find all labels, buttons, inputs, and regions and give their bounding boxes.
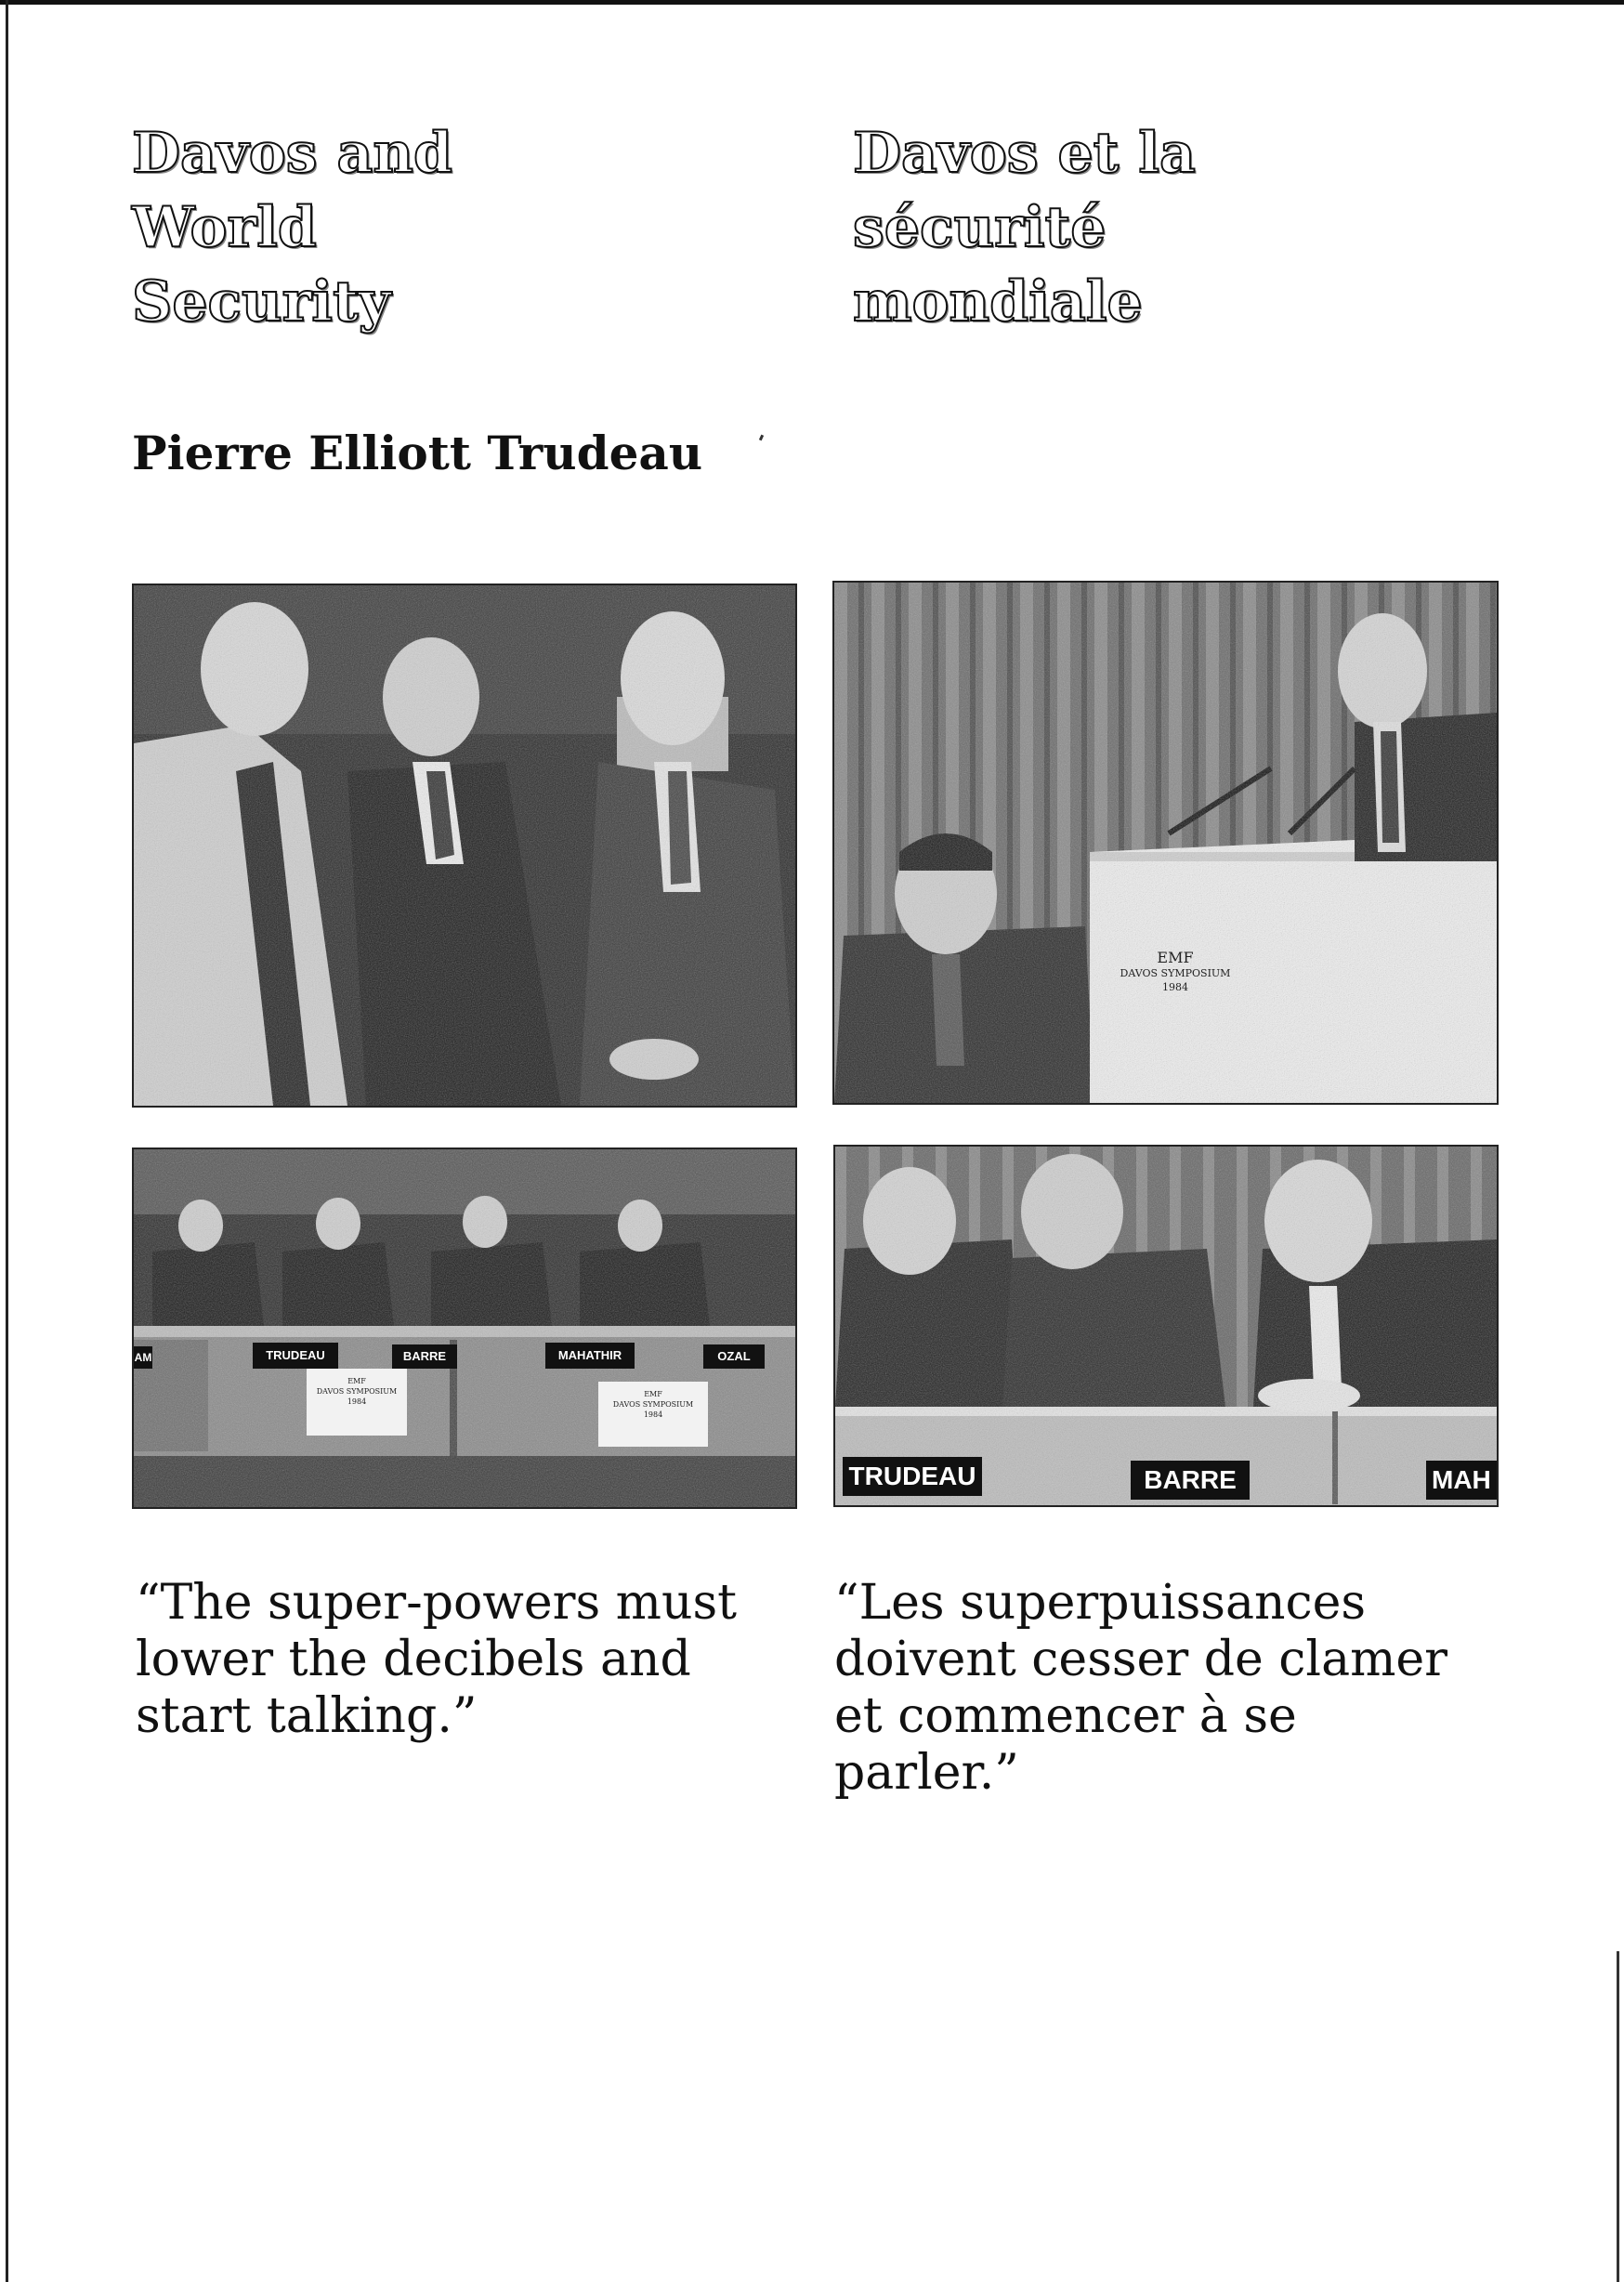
page-top-border [0, 0, 1624, 5]
name-card: MAHATHIR [545, 1343, 635, 1369]
name-card: OZAL [703, 1344, 765, 1369]
page-right-border [1617, 1951, 1619, 2282]
photo-closeup-image [835, 1147, 1497, 1505]
name-card: MAH [1426, 1461, 1497, 1500]
photo-panel-table [132, 1148, 797, 1509]
name-card: AM [134, 1346, 152, 1369]
photo-podium-image [834, 583, 1497, 1103]
author-name: Pierre Elliott Trudeau [132, 426, 703, 480]
name-card: TRUDEAU [843, 1457, 982, 1496]
photo-speaker-at-podium [832, 581, 1499, 1105]
name-card: BARRE [1131, 1461, 1250, 1500]
podium-sign-line: EMF [1157, 949, 1194, 966]
scan-speck [759, 435, 764, 441]
name-card: TRUDEAU [253, 1343, 338, 1369]
podium-sign-line: 1984 [1162, 981, 1188, 993]
title-french: Davos et la sécurité mondiale [853, 121, 1196, 334]
table-sign: EMF DAVOS SYMPOSIUM 1984 [598, 1382, 708, 1447]
photo-three-men-image [134, 585, 795, 1106]
page-left-border [6, 0, 8, 2282]
name-card: BARRE [392, 1344, 457, 1369]
photo-panel-closeup [833, 1145, 1499, 1507]
podium-sign [1096, 950, 1254, 994]
photo-panel-image [134, 1149, 795, 1507]
quote-french: “Les superpuissances doivent cesser de clamer et commencer à se parler.” [834, 1575, 1448, 1801]
table-sign: EMF DAVOS SYMPOSIUM 1984 [307, 1369, 407, 1436]
title-english: Davos and World Security [132, 121, 452, 334]
podium-sign-line: DAVOS SYMPOSIUM [1120, 967, 1231, 979]
quote-english: “The super-powers must lower the decibels and start talking.” [136, 1575, 738, 1744]
photo-three-men-standing [132, 584, 797, 1108]
